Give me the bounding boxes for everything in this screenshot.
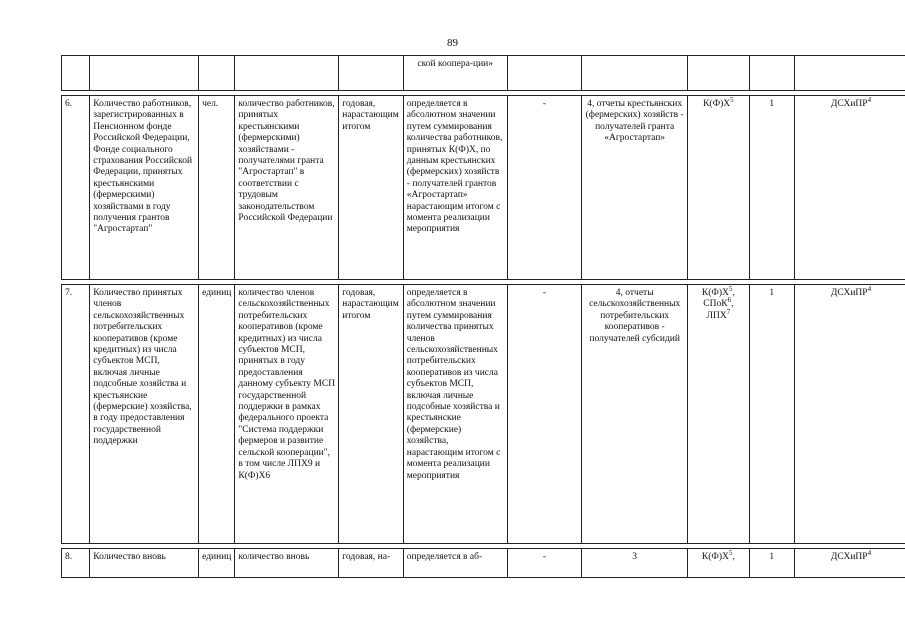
definition: количество работников, принятых крестьянскими (фермерскими) хозяйствами - получателями гранта "Агростартап" в соответствии с трудовым законодательством Российской Федерации xyxy=(235,96,339,280)
periodicity: годовая, на- xyxy=(339,549,404,578)
cell-continued-text: ской коопера-ции» xyxy=(403,56,507,91)
indicator-name: Количество принятых членов сельскохозяйственных потребительских кооперативов (кроме кредитных) из числа субъектов МСП, включая личные подсобные хозяйства и крестьянские (фермерские) хозяйства, в году предоставления государственной поддержки xyxy=(90,285,199,544)
data-source: 4, отчеты сельскохозяйственных потребительских кооперативов - получателей субсидий xyxy=(582,285,688,544)
calc-method: определяется в абсолютном значении путем суммирования количества принятых членов сельскохозяйственных потребительских кооперативов из числа субъектов МСП, включая личные подсобные хозяйства и крестьянские (фермерские) хозяйства, нарастающим итогом с момента реализации мероприятия xyxy=(403,285,507,544)
definition: количество членов сельскохозяйственных потребительских кооперативов (кроме кредитных) из числа субъектов МСП, принятых в году предоставления данному субъекту МСП государственной поддержки в рамках федерального проекта "Система поддержки фермеров и развитие сельской кооперации", в том числе ЛПХ9 и К(Ф)Х6 xyxy=(235,285,339,544)
respondent-line: ЛПХ xyxy=(706,310,727,321)
calc-method: определяется в абсолютном значении путем суммирования количества работников, принятых К(Ф)Х, по данным крестьянских (фермерских) хозяйств - получателей грантов «Агростартап» нарастающим итогом с момента реализации мероприятия xyxy=(403,96,507,280)
periodicity: годовая, нарастающим итогом xyxy=(339,96,404,280)
basic-indicator: - xyxy=(507,96,582,280)
footnote-ref: 7 xyxy=(726,307,731,316)
footnote-ref: 6 xyxy=(727,296,732,305)
basic-indicator: - xyxy=(507,549,582,578)
footnote-ref: 4 xyxy=(867,284,872,293)
calc-method: определяется в аб- xyxy=(403,549,507,578)
table-row xyxy=(62,549,905,578)
responsible-dept xyxy=(794,96,905,280)
respondent-line: СПоК xyxy=(703,299,728,310)
row-number: 6. xyxy=(62,96,90,280)
dept-label: ДСХиПР xyxy=(830,552,868,562)
unit: единиц xyxy=(199,285,235,544)
indicator-name: Количество работников, зарегистрированных в Пенсионном фонде Российской Федерации, Фонде социального страхования Российской Федерации, принятых крестьянскими (фермерскими) хозяйствами в году получения грантов "Агростартап" xyxy=(90,96,199,280)
table-row-continuation xyxy=(62,56,905,91)
dept-label: ДСХиПР xyxy=(830,288,868,298)
page-number: 89 xyxy=(447,37,458,49)
basic-indicator: - xyxy=(507,285,582,544)
respondent-line: К(Ф)Х xyxy=(701,288,729,298)
row-number: 7. xyxy=(62,285,90,544)
dept-label: ДСХиПР xyxy=(830,99,868,109)
footnote-ref: 4 xyxy=(867,548,872,557)
footnote-ref: 5 xyxy=(728,548,733,557)
responsible-dept xyxy=(794,549,905,578)
respondent: $К(Ф)Х^5$, xyxy=(688,549,750,578)
unit: единиц xyxy=(199,549,235,578)
data-source: 4, отчеты крестьянских (фермерских) хозяйств - получателей гранта «Агростартап» xyxy=(582,96,688,280)
respondent: $К(Ф)Х^5$, СПоК$^6$, ЛПХ$^7$ xyxy=(688,285,750,544)
footnote-ref: 5 xyxy=(730,95,734,104)
data-source: 3 xyxy=(582,549,688,578)
level: 1 xyxy=(749,549,794,578)
respondent-line: К(Ф)Х xyxy=(703,99,731,109)
row-number: 8. xyxy=(62,549,90,578)
responsible-dept xyxy=(794,285,905,544)
indicators-table xyxy=(61,55,905,578)
footnote-ref: 4 xyxy=(867,95,872,104)
indicator-name: Количество вновь xyxy=(90,549,199,578)
unit: чел. xyxy=(199,96,235,280)
definition: количество вновь xyxy=(235,549,339,578)
table-row xyxy=(62,285,905,544)
level: 1 xyxy=(749,285,794,544)
level: 1 xyxy=(749,96,794,280)
footnote-ref: 5 xyxy=(728,284,733,293)
table-row xyxy=(62,96,905,280)
respondent-line: К(Ф)Х xyxy=(701,552,729,562)
respondent xyxy=(688,96,750,280)
periodicity: годовая, нарастающим итогом xyxy=(339,285,404,544)
